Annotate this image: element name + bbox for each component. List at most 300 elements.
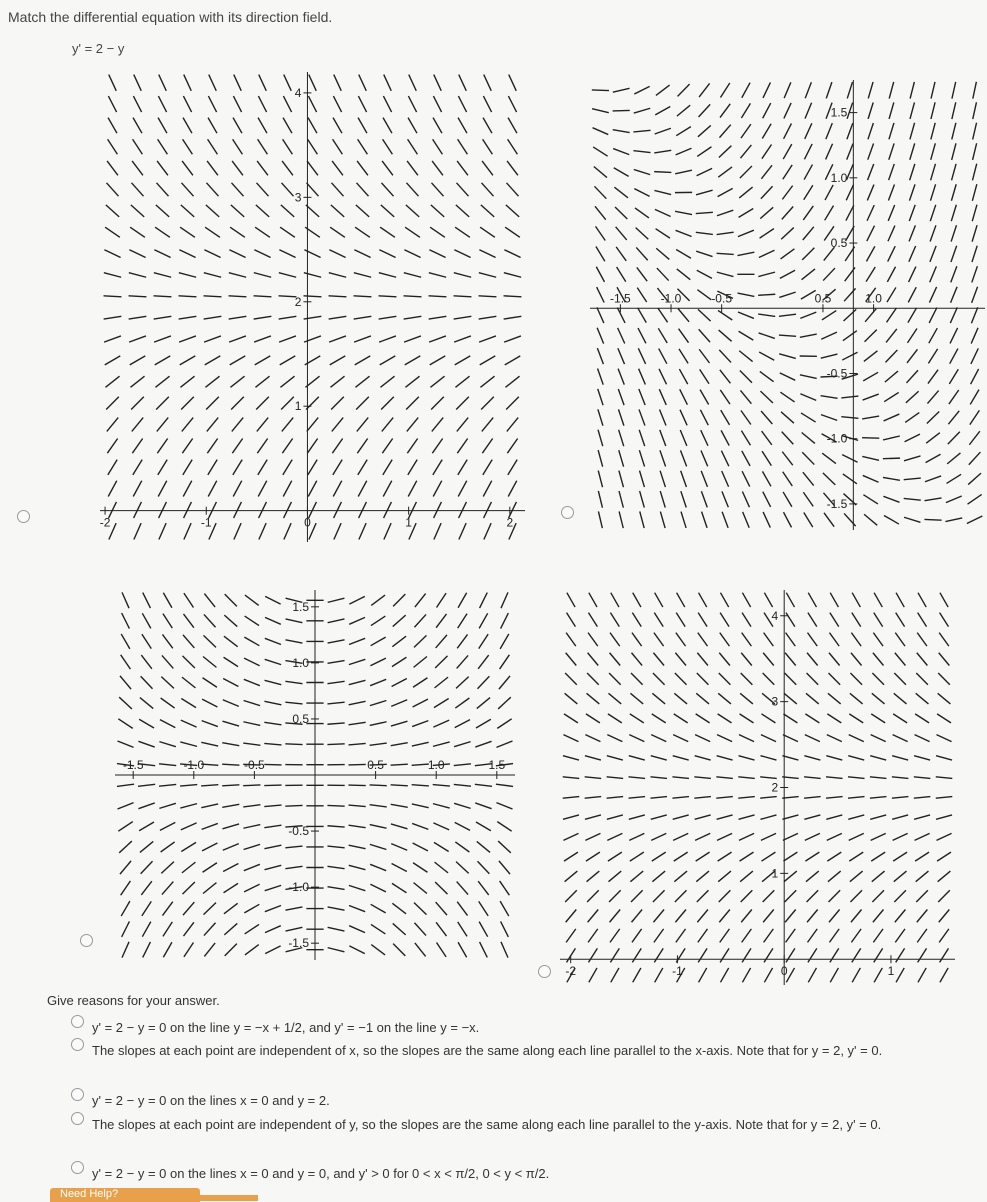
slope-segment <box>949 369 958 384</box>
slope-segment <box>254 250 270 258</box>
slope-segment <box>851 653 862 666</box>
slope-segment <box>914 815 930 819</box>
slope-segment <box>589 968 597 982</box>
slope-segment <box>883 477 900 480</box>
slope-segment <box>938 673 950 685</box>
slope-segment <box>477 676 489 689</box>
slope-segment <box>760 815 776 819</box>
slope-segment <box>588 633 598 646</box>
slope-segment <box>937 852 951 861</box>
slope-segment <box>134 523 141 539</box>
slope-segment <box>354 336 371 342</box>
x-tick-label: 0 <box>304 516 311 530</box>
slope-segment <box>328 927 345 931</box>
slope-segment <box>348 764 365 765</box>
slope-segment <box>434 75 442 91</box>
slope-segment <box>972 184 976 201</box>
slope-segment <box>354 250 370 258</box>
question-title: Match the differential equation with its direction field. <box>8 9 332 25</box>
slope-segment <box>480 376 494 387</box>
slope-segment <box>329 296 347 297</box>
slope-segment <box>826 777 843 779</box>
slope-segment <box>405 227 420 237</box>
slope-segment <box>230 227 245 237</box>
slope-segment <box>104 316 122 319</box>
slope-segment <box>181 823 197 830</box>
slope-segment <box>653 673 665 685</box>
slope-segment <box>738 797 755 799</box>
slope-segment <box>434 502 442 518</box>
slope-segment <box>940 968 948 982</box>
slope-segment <box>132 439 142 454</box>
slope-segment <box>863 495 877 504</box>
slope-segment <box>614 187 628 198</box>
slope-segment <box>182 418 193 432</box>
slope-segment <box>479 316 497 319</box>
slope-segment <box>700 369 709 383</box>
slope-segment <box>915 735 930 742</box>
slope-segment <box>106 205 119 217</box>
slope-segment <box>827 833 842 840</box>
slope-segment <box>245 616 259 626</box>
y-tick-label: 2 <box>772 781 779 795</box>
slope-segment <box>741 431 750 446</box>
slope-segment <box>258 118 267 134</box>
slope-segment <box>475 803 491 809</box>
slope-segment <box>889 82 894 99</box>
slope-segment <box>740 390 751 403</box>
slope-segment <box>950 328 958 343</box>
slope-segment <box>940 613 949 627</box>
slope-segment <box>779 335 796 336</box>
slope-segment <box>927 412 939 424</box>
slope-segment <box>408 139 418 154</box>
slope-segment <box>696 232 713 234</box>
slope-segment <box>896 948 905 962</box>
slope-segment <box>265 885 281 890</box>
slope-segment <box>508 118 517 134</box>
slope-segment <box>415 943 426 956</box>
slope-segment <box>739 351 752 362</box>
slope-segment <box>740 145 751 158</box>
slope-segment <box>697 168 712 175</box>
slope-segment <box>309 75 317 91</box>
slope-segment <box>848 797 865 799</box>
slope-segment <box>391 721 408 726</box>
slope-segment <box>886 329 897 342</box>
slope-segment <box>379 250 395 258</box>
slope-segment <box>636 228 649 240</box>
slope-segment <box>675 211 692 214</box>
slope-segment <box>232 418 243 432</box>
slope-segment <box>763 492 771 507</box>
slope-segment <box>720 390 730 404</box>
slope-segment <box>563 797 580 799</box>
slope-segment <box>455 698 469 708</box>
slope-segment <box>588 653 599 666</box>
slope-segment <box>826 144 833 160</box>
slope-segment <box>763 890 775 902</box>
slope-segment <box>868 123 873 139</box>
slope-segment <box>433 742 450 746</box>
slope-segment <box>851 633 861 646</box>
slope-segment <box>596 226 606 240</box>
slope-segment <box>783 714 797 723</box>
slope-segment <box>407 418 418 432</box>
direction-field-c-plot <box>115 590 515 960</box>
slope-segment <box>245 924 259 934</box>
slope-segment <box>244 884 260 892</box>
slope-segment <box>207 161 218 175</box>
slope-segment <box>504 296 522 297</box>
slope-segment <box>867 185 874 201</box>
slope-segment <box>328 948 345 952</box>
slope-segment <box>807 653 818 666</box>
slope-segment <box>371 637 386 646</box>
slope-segment <box>658 308 668 322</box>
slope-segment <box>805 833 820 840</box>
slope-segment <box>283 460 292 475</box>
slope-segment <box>782 207 793 220</box>
slope-segment <box>408 96 416 112</box>
slope-segment <box>204 273 221 278</box>
slope-segment <box>679 329 689 343</box>
slope-segment <box>907 349 917 363</box>
slope-segment <box>894 693 907 704</box>
slope-segment <box>328 640 345 643</box>
slope-segment <box>431 205 444 217</box>
slope-segment <box>265 946 280 954</box>
slope-segment <box>889 143 894 159</box>
slope-segment <box>154 336 171 342</box>
slope-segment <box>160 720 175 728</box>
slope-segment <box>654 633 664 646</box>
slope-segment <box>613 110 630 111</box>
slope-segment <box>883 458 900 459</box>
slope-segment <box>945 518 962 522</box>
slope-segment <box>349 906 365 912</box>
slope-segment <box>508 139 518 154</box>
reason-radio-1[interactable] <box>71 1015 84 1028</box>
slope-segment <box>969 431 980 445</box>
slope-segment <box>104 250 120 258</box>
slope-segment <box>629 735 644 742</box>
slope-segment <box>454 296 472 297</box>
slope-segment <box>201 785 218 786</box>
y-tick-label: -0.5 <box>288 824 309 838</box>
x-tick-label: -1.5 <box>123 758 144 772</box>
slope-segment <box>783 735 798 742</box>
slope-segment <box>284 523 291 539</box>
slope-segment <box>433 460 442 475</box>
slope-segment <box>349 743 366 745</box>
slope-segment <box>141 655 152 669</box>
slope-segment <box>244 904 259 913</box>
slope-segment <box>843 474 857 484</box>
slope-segment <box>598 430 603 447</box>
slope-segment <box>391 844 407 851</box>
slope-segment <box>659 369 666 384</box>
slope-segment <box>328 907 345 910</box>
slope-segment <box>760 371 774 381</box>
slope-segment <box>203 678 217 688</box>
slope-segment <box>719 653 730 666</box>
slope-segment <box>157 161 168 175</box>
slope-segment <box>382 418 393 432</box>
slope-segment <box>617 267 626 282</box>
slope-segment <box>483 460 492 475</box>
slope-segment <box>617 308 625 323</box>
slope-segment <box>349 805 366 807</box>
slope-segment <box>478 881 489 895</box>
slope-segment <box>433 118 442 134</box>
field-b-radio[interactable] <box>561 506 574 519</box>
slope-segment <box>408 481 417 497</box>
help-button-secondary[interactable] <box>198 1195 258 1201</box>
slope-segment <box>256 397 269 410</box>
x-tick-label: -0.5 <box>244 758 265 772</box>
slope-segment <box>680 450 686 466</box>
slope-segment <box>327 744 344 745</box>
slope-segment <box>257 439 267 454</box>
slope-segment <box>740 714 754 723</box>
slope-segment <box>742 83 750 98</box>
slope-segment <box>381 397 394 410</box>
slope-segment <box>802 452 814 464</box>
slope-segment <box>716 777 733 779</box>
slope-segment <box>264 722 281 725</box>
slope-segment <box>142 901 151 915</box>
field-a-radio[interactable] <box>17 510 30 523</box>
slope-segment <box>717 815 733 819</box>
slope-segment <box>971 348 978 364</box>
slope-segment <box>614 168 629 177</box>
slope-segment <box>786 613 795 627</box>
slope-segment <box>783 492 792 507</box>
slope-segment <box>829 653 840 666</box>
slope-segment <box>782 452 793 466</box>
slope-segment <box>184 502 192 518</box>
slope-segment <box>162 882 173 895</box>
slope-segment <box>264 701 281 704</box>
slope-segment <box>632 633 642 646</box>
slope-segment <box>676 633 686 646</box>
reason-radio-3[interactable] <box>71 1088 84 1101</box>
reason-radio-2[interactable] <box>71 1038 84 1051</box>
slope-segment <box>698 125 711 136</box>
slope-segment <box>698 929 708 942</box>
slope-segment <box>655 593 663 607</box>
slope-segment <box>404 250 420 258</box>
slope-segment <box>930 225 936 241</box>
slope-segment <box>849 714 863 723</box>
slope-segment <box>695 833 710 840</box>
slope-segment <box>479 901 488 915</box>
slope-segment <box>918 613 927 627</box>
slope-segment <box>717 253 734 254</box>
slope-segment <box>848 756 864 760</box>
slope-segment <box>785 890 797 902</box>
slope-segment <box>259 75 267 91</box>
need-help-button[interactable]: Need Help? <box>50 1188 200 1202</box>
slope-segment <box>508 460 517 475</box>
slope-segment <box>630 871 643 882</box>
slope-segment <box>391 764 408 765</box>
slope-segment <box>673 756 689 760</box>
slope-segment <box>619 450 624 466</box>
slope-segment <box>435 656 447 668</box>
slope-segment <box>156 205 169 217</box>
slope-segment <box>872 890 884 902</box>
slope-segment <box>456 862 469 874</box>
slope-segment <box>483 139 493 154</box>
slope-segment <box>939 909 950 922</box>
slope-segment <box>926 433 940 443</box>
slope-segment <box>370 805 387 807</box>
slope-segment <box>660 491 665 507</box>
reason-radio-4[interactable] <box>71 1112 84 1125</box>
slope-segment <box>505 227 520 237</box>
slope-segment <box>109 75 117 91</box>
slope-segment <box>458 614 467 628</box>
slope-segment <box>782 756 798 760</box>
slope-segment <box>281 205 294 217</box>
slope-segment <box>222 785 239 786</box>
slope-segment <box>285 681 302 683</box>
slope-segment <box>501 921 509 936</box>
slope-segment <box>233 118 242 134</box>
slope-segment <box>887 287 896 302</box>
slope-segment <box>758 294 775 295</box>
slope-segment <box>585 777 602 779</box>
slope-segment <box>761 186 773 199</box>
slope-segment <box>697 909 708 922</box>
slope-segment <box>161 842 175 852</box>
slope-segment <box>408 118 417 134</box>
reason-radio-5[interactable] <box>71 1161 84 1174</box>
slope-segment <box>243 805 260 807</box>
slope-segment <box>597 307 604 323</box>
slope-segment <box>506 183 518 196</box>
slope-segment <box>155 356 171 365</box>
slope-segment <box>379 336 396 342</box>
slope-segment <box>827 735 842 742</box>
slope-segment <box>851 929 861 942</box>
slope-segment <box>721 430 729 445</box>
slope-segment <box>888 184 894 200</box>
field-c-radio[interactable] <box>80 934 93 947</box>
x-tick-label: 1 <box>888 964 895 978</box>
field-d-radio[interactable] <box>538 965 551 978</box>
slope-segment <box>951 246 957 262</box>
slope-segment <box>392 883 406 892</box>
slope-segment <box>696 190 713 195</box>
slope-segment <box>938 890 950 902</box>
slope-segment <box>104 336 121 342</box>
slope-segment <box>940 593 948 607</box>
slope-segment <box>183 922 193 936</box>
slope-segment <box>637 267 647 281</box>
slope-segment <box>698 948 707 962</box>
slope-segment <box>233 481 242 497</box>
x-tick-label: -1.5 <box>610 291 631 305</box>
slope-segment <box>867 205 874 221</box>
slope-segment <box>939 929 949 942</box>
slope-segment <box>889 123 894 139</box>
slope-segment <box>405 356 421 365</box>
slope-segment <box>719 146 731 158</box>
slope-segment <box>179 336 196 342</box>
slope-segment <box>477 861 489 874</box>
slope-segment <box>564 852 578 861</box>
slope-segment <box>435 677 449 688</box>
slope-segment <box>264 785 281 786</box>
slope-segment <box>182 862 196 873</box>
slope-segment <box>158 139 168 154</box>
slope-segment <box>202 843 217 851</box>
slope-segment <box>653 890 665 902</box>
slope-segment <box>283 96 291 112</box>
slope-segment <box>308 460 317 475</box>
slope-segment <box>909 267 916 283</box>
slope-segment <box>414 903 426 915</box>
slope-segment <box>284 75 292 91</box>
slope-segment <box>917 653 928 666</box>
slope-segment <box>925 498 942 501</box>
slope-segment <box>159 742 175 747</box>
slope-segment <box>413 678 427 688</box>
slope-segment <box>231 205 244 217</box>
slope-segment <box>182 656 194 668</box>
slope-segment <box>639 430 645 446</box>
slope-segment <box>593 147 607 156</box>
slope-segment <box>824 513 834 527</box>
slope-segment <box>608 714 622 723</box>
x-tick-label: -1 <box>672 964 683 978</box>
slope-segment <box>329 250 345 258</box>
slope-segment <box>699 349 709 363</box>
slope-segment <box>850 890 862 902</box>
slope-segment <box>741 890 753 902</box>
slope-segment <box>905 413 919 423</box>
slope-segment <box>180 376 194 387</box>
slope-segment <box>285 805 302 806</box>
slope-segment <box>437 593 447 607</box>
slope-segment <box>828 890 840 902</box>
slope-segment <box>722 471 729 487</box>
slope-segment <box>761 735 776 742</box>
slope-segment <box>181 699 196 708</box>
slope-segment <box>609 890 621 902</box>
slope-segment <box>349 865 366 869</box>
slope-segment <box>721 451 728 466</box>
x-tick-label: 2 <box>506 516 513 530</box>
slope-segment <box>803 492 813 506</box>
slope-segment <box>874 948 883 962</box>
slope-segment <box>718 871 731 882</box>
slope-segment <box>163 614 172 628</box>
slope-segment <box>742 948 751 962</box>
slope-segment <box>379 273 396 278</box>
slope-segment <box>610 909 621 922</box>
slope-segment <box>938 693 951 704</box>
slope-segment <box>223 700 239 707</box>
slope-segment <box>823 268 835 280</box>
slope-segment <box>865 309 876 322</box>
slope-segment <box>509 75 517 91</box>
slope-segment <box>159 764 176 766</box>
slope-segment <box>181 397 194 410</box>
